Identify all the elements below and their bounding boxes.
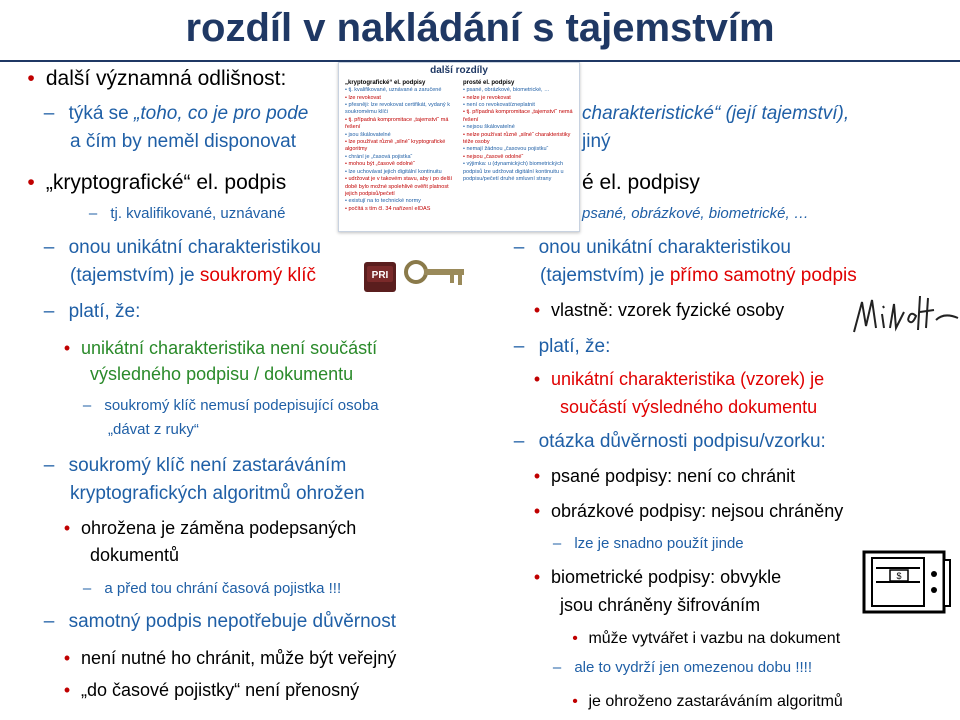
right-point-2: é el. podpisy [582, 171, 700, 194]
right-bullet-5-cont: jsou chráněny šifrováním [560, 595, 761, 615]
left-point-1: • další významná odlišnost: [27, 67, 287, 90]
inset-list-item: • udržovat je v takovém stavu, aby i po delší době bylo možné spolehlivě ověřit platnost jejich podpisů/pečetí [345, 176, 453, 197]
left-point-2: • „kryptografické“ el. podpis [27, 171, 287, 194]
right-bullet-2-cont: součástí výsledného dokumentu [560, 397, 818, 417]
right-bullet-3: • psané podpisy: není co chránit [533, 466, 796, 486]
left-dash-4-cont: kryptografických algoritmů ohrožen [70, 483, 365, 504]
right-dash-4: – otázka důvěrnosti podpisu/vzorku: [513, 431, 826, 452]
left-dash-1-cont: a čím by neměl disponovat [70, 131, 297, 152]
inset-list-item: • tj. případná kompromitace „tajemství“ má řešení [345, 116, 449, 131]
safe-icon [862, 546, 952, 618]
right-bullet-1: • vlastně: vzorek fyzické osoby [533, 300, 785, 320]
right-subdash-3: – ale to vydrží jen omezenou dobu !!!! [552, 659, 812, 676]
comparison-inset [338, 62, 580, 232]
right-subdash-1: psané, obrázkové, biometrické, … [582, 205, 809, 222]
right-bullet-4: • obrázkové podpisy: nejsou chráněny [533, 501, 844, 521]
left-subdash-2: – soukromý klíč nemusí podepisující osoba [82, 397, 379, 414]
inset-list-item: • chrání je „časová pojistka“ [345, 153, 413, 160]
right-dash-2: – onou unikátní charakteristikou [513, 237, 791, 258]
left-dash-2: – onou unikátní charakteristikou [43, 237, 321, 258]
right-dash-2-cont: (tajemstvím) je přímo samotný podpis [540, 265, 857, 286]
page-title: rozdíl v nakládání s tajemstvím [185, 6, 775, 50]
left-bullet-3: • není nutné ho chránit, může být veřejný [63, 648, 397, 668]
right-bullet-5: • biometrické podpisy: obvykle [533, 567, 782, 587]
left-bullet-2: • ohrožena je záměna podepsaných [63, 518, 357, 538]
inset-list-item: • jsou škálovatelné [345, 131, 391, 138]
inset-list-item: • lze revokovat [345, 94, 381, 101]
inset-left-list [345, 87, 457, 213]
inset-left-column [345, 79, 457, 213]
right-bullet-2: • unikátní charakteristika (vzorek) je [533, 369, 825, 389]
private-key-icon [362, 258, 468, 298]
inset-list-item: • nejsou „časově odolné“ [463, 153, 524, 160]
left-dash-5: – samotný podpis nepotřebuje důvěrnost [43, 611, 396, 632]
left-dash-4: – soukromý klíč není zastaráváním [43, 455, 347, 476]
inset-list-item: • psané, obrázkové, biometrické, … [463, 87, 550, 94]
inset-list-item: • existují na to technické normy [345, 198, 421, 205]
left-bullet-1-cont: výsledného podpisu / dokumentu [90, 364, 354, 384]
inset-list-item: • tj. případná kompromitace „tajemství“ nemá řešení [463, 109, 573, 123]
inset-list-item: • lze uchovávat jejich digitální kontinuitu [345, 168, 442, 175]
inset-list-item: • nemají žádnou „časovou pojistku“ [463, 146, 549, 153]
right-dash-0: charakteristické“ (její tajemství), [582, 103, 850, 124]
right-dash-3: – platí, že: [513, 336, 611, 357]
right-subdash-2: – lze je snadno použít jinde [552, 535, 744, 552]
inset-list-item: • počítá s tím čl. 34 nařízení eIDAS [345, 205, 431, 212]
inset-list-item: • přesněji: lze revokovat certifikát, vydaný k soukromému klíči [345, 101, 450, 116]
inset-right-list [463, 87, 575, 183]
inset-list-item: • nejsou škálovatelné [463, 124, 515, 131]
key-label: PRI [371, 270, 389, 281]
inset-right-heading: prosté el. podpisy [463, 80, 515, 86]
inset-list-item: • lze používat různě „silné“ kryptografické algoritmy [345, 139, 446, 153]
left-bullet-4: • „do časové pojistky“ není přenosný [63, 680, 360, 700]
inset-left-heading: „kryptografické“ el. podpisy [345, 80, 426, 86]
left-subdash-2-cont: „dávat z ruky“ [108, 421, 199, 438]
inset-title: další rozdíly [430, 65, 488, 76]
left-subdash-1: – tj. kvalifikované, uznávané [88, 205, 286, 222]
right-bullet-7: • je ohroženo zastaráváním algoritmů [572, 693, 843, 710]
left-dash-2-cont: (tajemstvím) je soukromý klíč [70, 265, 316, 286]
inset-list-item: • nelze používat různě „silné“ charakteristiky téže osoby [463, 131, 571, 146]
left-subdash-3: – a před tou chrání časová pojistka !!! [82, 580, 342, 597]
inset-right-column [463, 79, 575, 184]
svg-text:$: $ [896, 571, 902, 581]
left-dash-3: – platí, že: [43, 301, 141, 322]
right-bullet-6: • může vytvářet i vazbu na dokument [572, 630, 841, 647]
left-dash-1: – týká se „toho, co je pro pode [43, 103, 309, 124]
left-bullet-2-cont: dokumentů [90, 545, 180, 565]
inset-list-item: • nelze je revokovat [463, 94, 511, 101]
left-bullet-1: • unikátní charakteristika není součástí [63, 338, 378, 358]
inset-list-item: • výjimka: u (dynamických) biometrických podpisů lze udržovat digitální kontinuitu u podpisu/pečetí druhé smluvní strany [463, 161, 564, 183]
inset-list-item: • tj. kvalifikované, uznávané a zaručené [345, 87, 442, 94]
right-dash-0-cont: jiný [582, 131, 611, 152]
inset-list-item: • mohou být „časově odolné“ [345, 161, 415, 168]
inset-list-item: • není co revokovat/zneplatnit [463, 101, 535, 108]
handwritten-signature-icon [850, 290, 960, 338]
